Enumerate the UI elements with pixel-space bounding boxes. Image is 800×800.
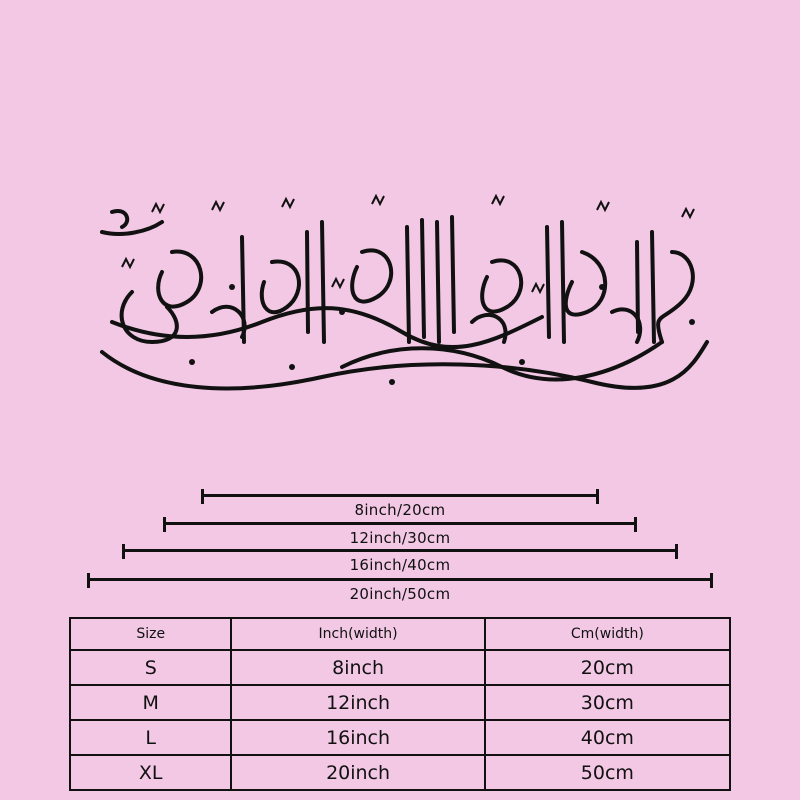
measure-line [201,494,599,497]
table-row [70,755,730,790]
cell-inch: 8inch [231,650,484,685]
table-header-row [70,618,730,650]
calligraphy-artwork-graphic [92,192,716,404]
cell-cm: 40cm [485,720,730,755]
cell-size: L [70,720,231,755]
measure-12inch [163,517,637,547]
header-cm-width: Cm(width) [485,618,730,650]
measure-line [87,578,713,581]
table-row [70,720,730,755]
cell-size: S [70,650,231,685]
cell-cm: 50cm [485,755,730,790]
cell-cm: 30cm [485,685,730,720]
measure-20inch [87,573,713,603]
table-row [70,650,730,685]
header-inch-width: Inch(width) [231,618,484,650]
header-size: Size [70,618,231,650]
measure-line [163,522,637,525]
measure-label: 12inch/30cm [349,529,451,547]
cell-size: M [70,685,231,720]
measure-16inch [122,544,678,574]
table-row [70,685,730,720]
measure-label: 8inch/20cm [354,501,446,519]
cell-inch: 12inch [231,685,484,720]
size-table [69,617,731,791]
calligraphy-artwork [92,192,716,404]
cell-cm: 20cm [485,650,730,685]
measure-line [122,549,678,552]
cell-inch: 16inch [231,720,484,755]
measure-label: 16inch/40cm [349,556,451,574]
measure-8inch [201,489,599,519]
cell-inch: 20inch [231,755,484,790]
measure-label: 20inch/50cm [349,585,451,603]
cell-size: XL [70,755,231,790]
